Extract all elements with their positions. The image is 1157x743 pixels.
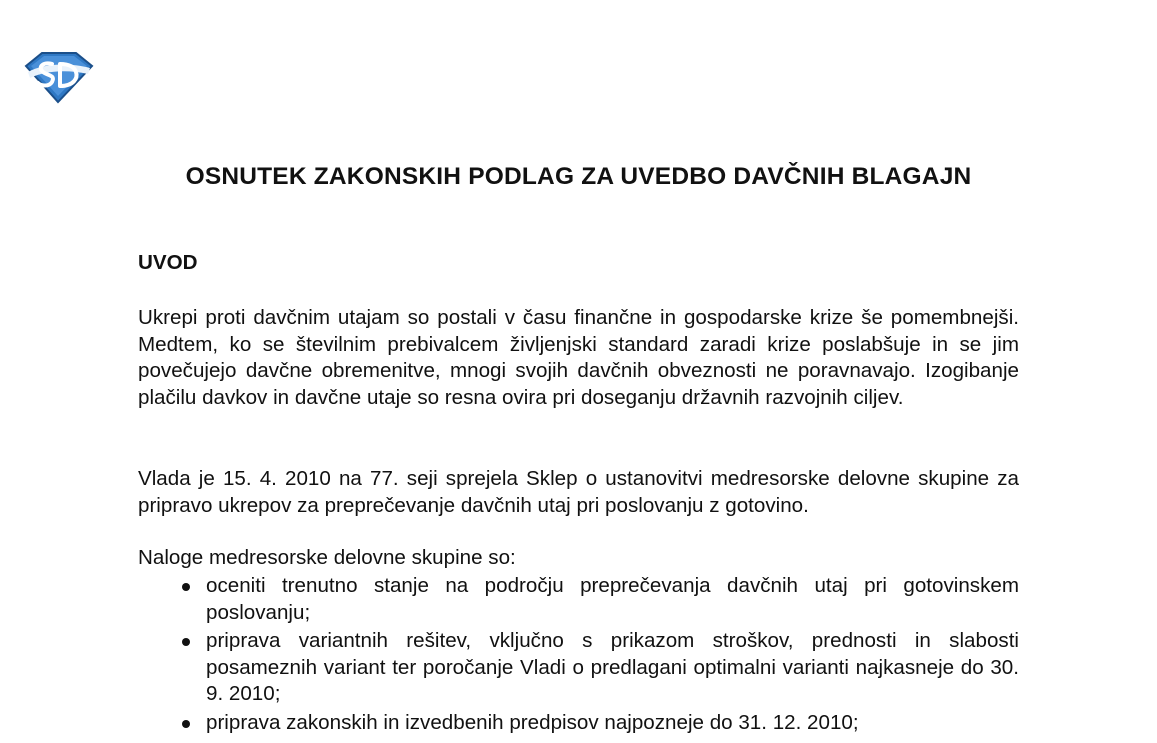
- list-item-text: priprava variantnih rešitev, vključno s prikazom stroškov, prednosti in slabosti posameznih variant ter poročanje Vladi o predlagani optimalni varianti najkasneje do 30. 9. 2010;: [206, 629, 1019, 705]
- sd-shield-logo-icon: [22, 50, 96, 104]
- bullet-icon: [182, 583, 190, 591]
- list-item-text: oceniti trenutno stanje na področju preprečevanja davčnih utaj pri gotovinskem poslovanju;: [206, 574, 1019, 624]
- paragraph: Vlada je 15. 4. 2010 na 77. seji sprejela Sklep o ustanovitvi medresorske delovne skupine za pripravo ukrepov za preprečevanje davčnih utaj pri poslovanju z gotovino.: [138, 467, 1019, 517]
- list-item: [138, 710, 1019, 737]
- list-item-text: priprava zakonskih in izvedbenih predpisov najpozneje do 31. 12. 2010;: [206, 710, 859, 734]
- list-item: [138, 573, 1019, 626]
- list-item: [138, 628, 1019, 708]
- paragraph: Naloge medresorske delovne skupine so:: [138, 546, 516, 569]
- bullet-icon: [182, 638, 190, 646]
- task-list: [138, 573, 1019, 738]
- section-heading: UVOD: [138, 251, 198, 274]
- bullet-icon: [182, 720, 190, 728]
- document-title: OSNUTEK ZAKONSKIH PODLAG ZA UVEDBO DAVČNIH BLAGAJN: [185, 163, 972, 190]
- paragraph: Ukrepi proti davčnim utajam so postali v času finančne in gospodarske krize še pomembnejši. Medtem, ko se številnim prebivalcem življenjski standard zaradi krize poslabšuje in se jim povečujejo davčne obremenitve, mnogi svojih davčnih obveznosti ne poravnavajo. Izogibanje plačilu davkov in davčne utaje so resna ovira pri doseganju državnih razvojnih ciljev.: [138, 306, 1019, 409]
